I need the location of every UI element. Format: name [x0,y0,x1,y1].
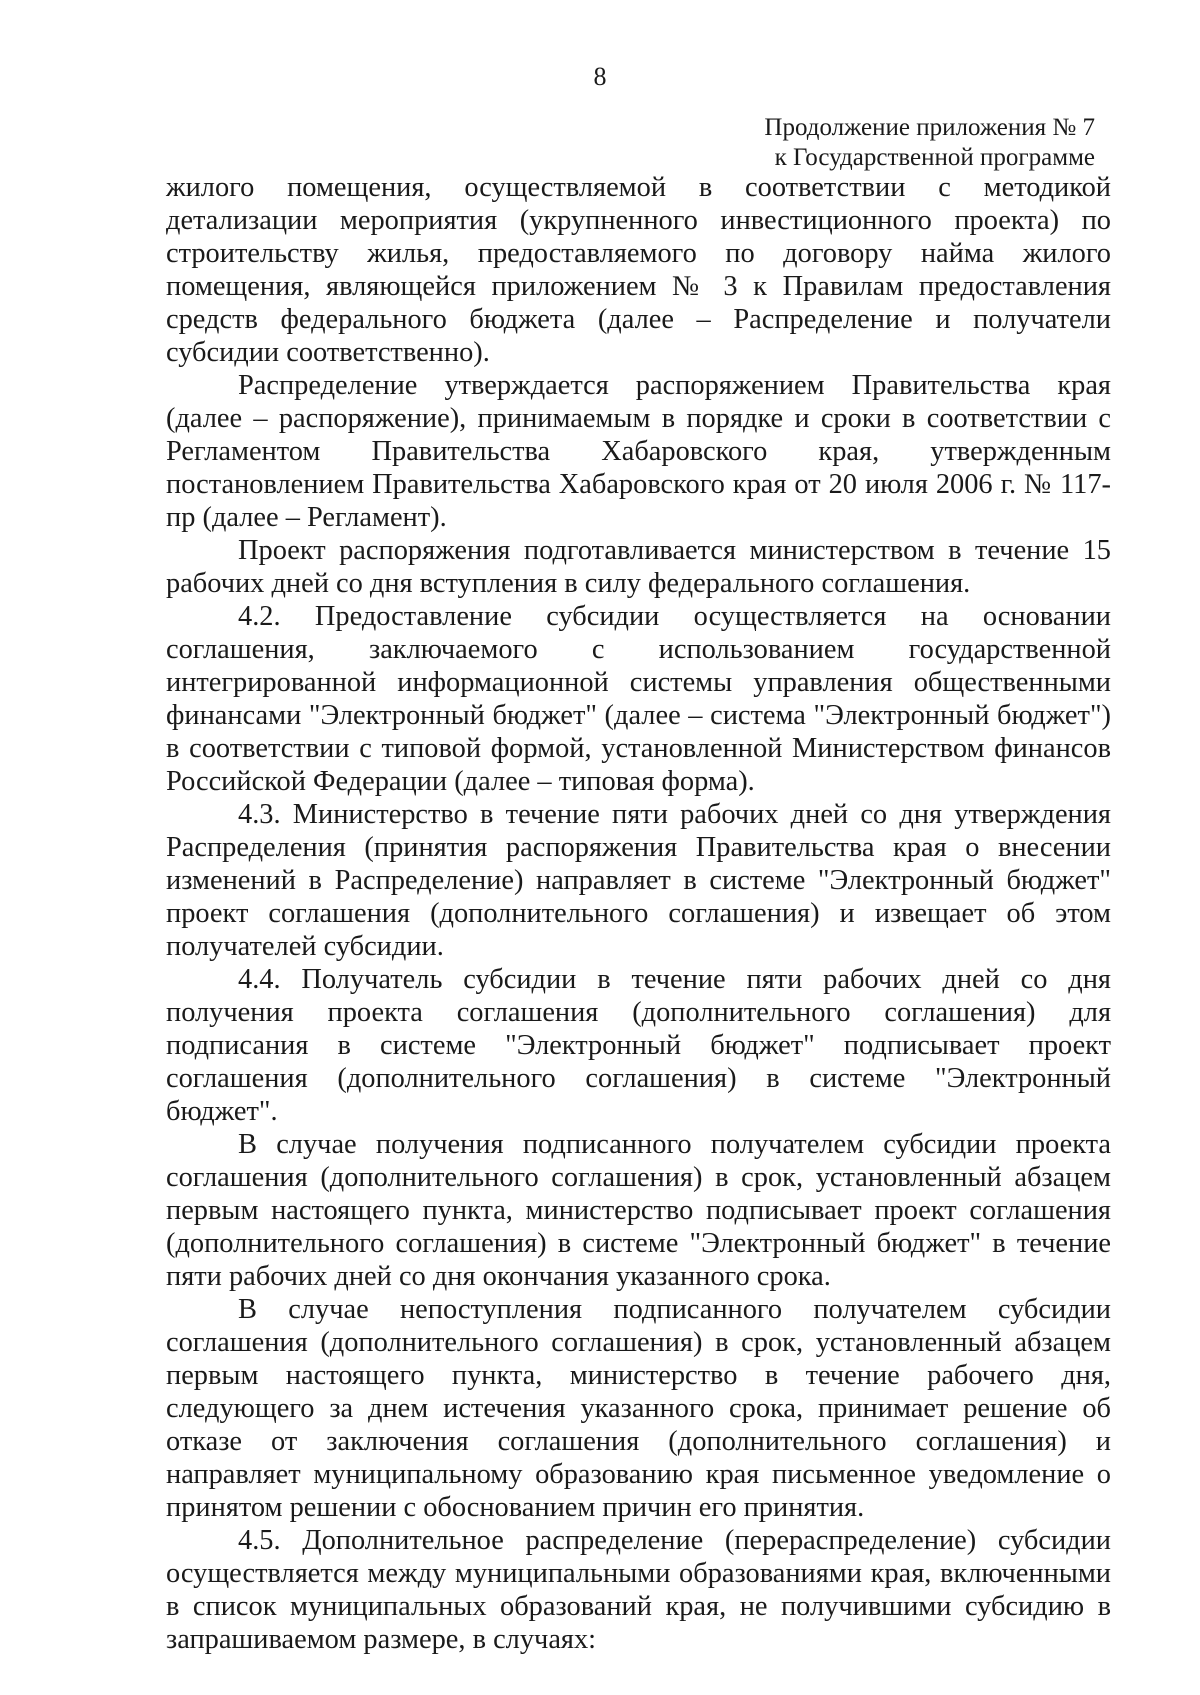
appendix-header-note [764,113,1095,173]
paragraph-unsigned-case: В случае непоступления подписанного получателем субсидии соглашения (дополнительного соглашения) в срок, установленный абзацем первым настоящего пункта, министерство в течение рабочего дня, следующего за днем истечения указанного срока, принимает решение об отказе от заключения соглашения (дополнительного соглашения) и направляет муниципальному образованию края письменное уведомление о принятом решении с обоснованием причин его принятия. [166,1294,1111,1523]
paragraph-clause-4-4: 4.4. Получатель субсидии в течение пяти рабочих дней со дня получения проекта соглашения (дополнительного соглашения) для подписания в системе "Электронный бюджет" подписывает проект соглашения (дополнительного соглашения) в системе "Электронный бюджет". [166,964,1111,1127]
header-note-line-2: к Государственной программе [774,144,1095,171]
paragraph-clause-4-5: 4.5. Дополнительное распределение (перераспределение) субсидии осуществляется между муниципальными образованиями края, включенными в список муниципальных образований края, не получившими субсидию в запрашиваемом размере, в случаях: [166,1525,1111,1655]
page-number: 8 [593,62,607,91]
document-body [166,171,1111,1656]
paragraph-signed-case: В случае получения подписанного получателем субсидии проекта соглашения (дополнительного соглашения) в срок, установленный абзацем первым настоящего пункта, министерство подписывает проект соглашения (дополнительного соглашения) в системе "Электронный бюджет" в течение пяти рабочих дней со дня окончания указанного срока. [166,1129,1111,1292]
paragraph-distribution-approval: Распределение утверждается распоряжением Правительства края (далее – распоряжение), принимаемым в порядке и сроки в соответствии с Регламентом Правительства Хабаровского края, утвержденным постановлением Правительства Хабаровского края от 20 июля 2006 г. № 117-пр (далее – Регламент). [166,370,1111,533]
header-note-line-1: Продолжение приложения № 7 [764,114,1095,141]
paragraph-draft-preparation: Проект распоряжения подготавливается министерством в течение 15 рабочих дней со дня вступления в силу федерального соглашения. [166,535,1111,599]
paragraph-clause-4-2: 4.2. Предоставление субсидии осуществляется на основании соглашения, заключаемого с использованием государственной интегрированной информационной системы управления общественными финансами "Электронный бюджет" (далее – система "Электронный бюджет") в соответствии с типовой формой, установленной Министерством финансов Российской Федерации (далее – типовая форма). [166,601,1111,797]
paragraph-clause-4-3: 4.3. Министерство в течение пяти рабочих дней со дня утверждения Распределения (принятия распоряжения Правительства края о внесении изменений в Распределение) направляет в системе "Электронный бюджет" проект соглашения (дополнительного соглашения) и извещает об этом получателей субсидии. [166,799,1111,962]
paragraph-continuation: жилого помещения, осуществляемой в соответствии с методикой детализации мероприятия (укрупненного инвестиционного проекта) по строительству жилья, предоставляемого по договору найма жилого помещения, являющейся приложением № 3 к Правилам предоставления средств федерального бюджета (далее – Распределение и получатели субсидии соответственно). [166,172,1111,368]
